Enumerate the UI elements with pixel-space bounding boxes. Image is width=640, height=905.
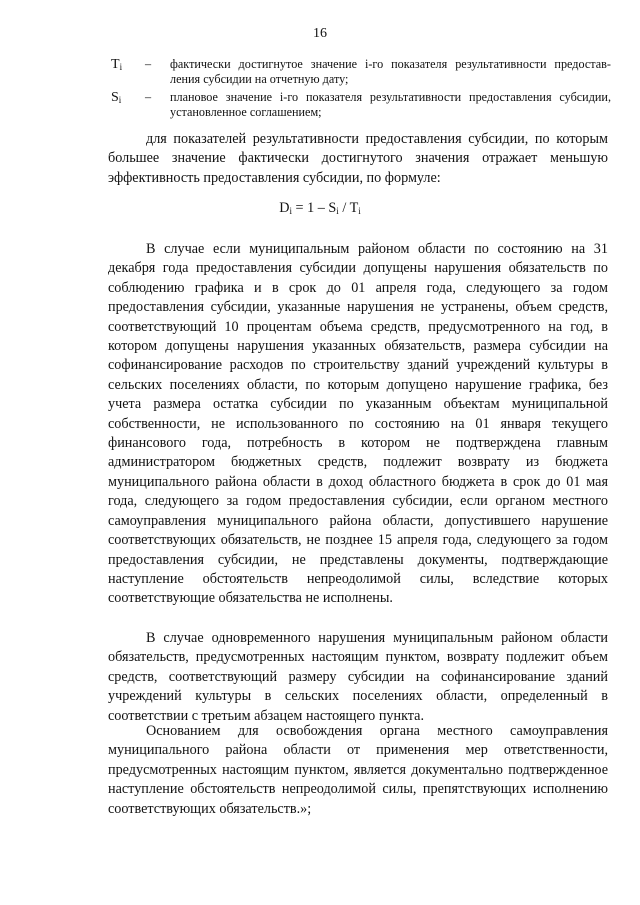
paragraph: В случае если муниципальным районом области по состоянию на 31 декабря года предоставления субсидии допущены нарушения обязательств по соблюдению графика и в срок до 01 апреля года, следующего за годом предоставления субсидии, указанные нарушения не устранены, объем средств, соответствующий 10 процентам объема средств, предусмотренного на год, в котором допущены нарушения указанных обязательств, размера субсидии на софинансирование расходов по строительству зданий учреждений культуры в сельских поселениях области, по которым допущено нарушение графика, без учета размера остатка субсидии по указанным объектам муниципальной собственности, не использованного по состоянию на 01 января текущего финансового года, потребность в котором не подтверждена главным администратором бюджетных средств, подлежит возврату из бюджета муниципального района области в доход областного бюджета в срок до 01 мая года, следующего за годом предоставления субсидии, если органом местного самоуправления муниципального района области, допустившего нарушение соответствующих обязательств, не позднее 15 апреля года, следующего за годом предоставления субсидии, не представлены документы, подтверждающие наступление обстоятельств непреодолимой силы, вследствие которых соответствующие обязательства не исполнены. xyxy=(108,241,608,607)
definition-s xyxy=(111,90,611,120)
definition-dash: – xyxy=(145,90,152,104)
definition-text: фактически достигнутое значение i-го показателя результативности предостав-ления субсидии на отчетную дату; xyxy=(170,57,611,86)
paragraph: Основанием для освобождения органа местного самоуправления муниципального района области от применения мер ответственности, предусмотренных настоящим пунктом, является документально подтвержденное наступление обстоятельств непреодолимой силы, препятствующих исполнению соответствующих обязательств.»; xyxy=(108,723,608,817)
definition-text: плановое значение i-го показателя результативности предоставления субсидии, установленное соглашением; xyxy=(170,90,611,119)
paragraph: В случае одновременного нарушения муниципальным районом области обязательств, предусмотренных настоящим пунктом, возврату подлежит объем средств, соответствующий размеру субсидии на софинансирование зданий учреждений культуры в сельских поселениях области, определенный в соответствии с третьим абзацем настоящего пункта. xyxy=(108,630,608,724)
intro-paragraph-block xyxy=(108,130,608,188)
intro-paragraph: для показателей результативности предоставления субсидии, по которым большее значение фактически достигнутого значения отражает меньшую эффективность предоставления субсидии, по формуле: xyxy=(108,131,608,186)
paragraph-block-3 xyxy=(108,722,608,819)
definition-symbol: $T_i$ xyxy=(111,57,123,72)
paragraph-block-1 xyxy=(108,240,608,609)
definition-dash: – xyxy=(145,57,152,71)
page-number: 16 xyxy=(313,26,327,41)
definition-symbol: $S_i$ xyxy=(111,90,122,105)
paragraph-block-2 xyxy=(108,629,608,726)
definition-t xyxy=(111,57,611,87)
formula: $D_i = 1 - S_i / T_i$ xyxy=(279,200,361,216)
